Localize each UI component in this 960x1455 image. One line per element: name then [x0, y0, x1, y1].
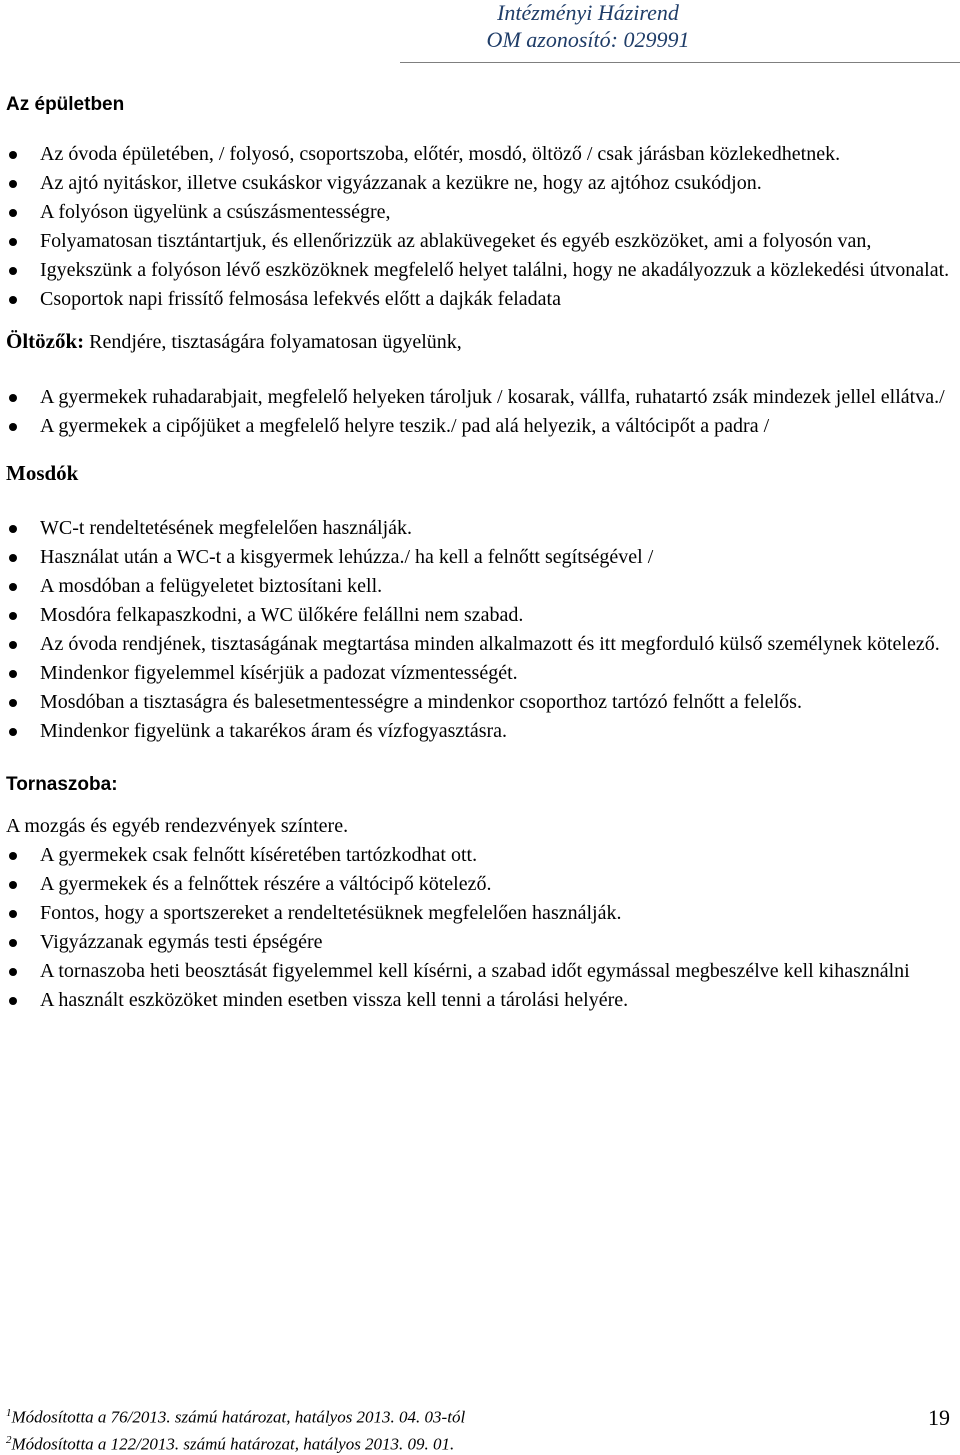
- building-rules-list: [6, 140, 950, 314]
- list-item: A használt eszközöket minden esetben vissza kell tenni a tárolási helyére.: [6, 986, 950, 1015]
- list-item: Csoportok napi frissítő felmosása lefekvés előtt a dajkák feladata: [6, 285, 950, 314]
- list-item: A mosdóban a felügyeletet biztosítani kell.: [6, 572, 950, 601]
- page-header: [400, 0, 960, 60]
- gym-intro: A mozgás és egyéb rendezvények színtere.: [6, 815, 349, 837]
- gym-rules-list: [6, 841, 950, 1015]
- cloakroom-rules-list: [6, 383, 950, 441]
- list-item: Vigyázzanak egymás testi épségére: [6, 928, 950, 957]
- header-divider: [400, 62, 960, 63]
- header-om-id: OM azonosító: 029991: [486, 27, 690, 52]
- list-item: A tornaszoba heti beosztását figyelemmel kell kísérni, a szabad időt egymással megbeszélve kell kihasználni: [6, 957, 950, 986]
- footnote-2-text: Módosította a 122/2013. számú határozat, hatályos 2013. 09. 01.: [11, 1434, 455, 1454]
- document-body: [6, 92, 950, 1015]
- washroom-rules-list: [6, 514, 950, 746]
- list-item: Mindenkor figyelünk a takarékos áram és vízfogyasztásra.: [6, 717, 950, 746]
- list-item: A gyermekek és a felnőttek részére a váltócipő kötelező.: [6, 870, 950, 899]
- section-title-building: Az épületben: [6, 94, 125, 115]
- section-title-gym: Tornaszoba:: [6, 774, 118, 795]
- footnotes: [6, 1402, 950, 1455]
- page-number: 19: [928, 1405, 950, 1430]
- list-item: Használat után a WC-t a kisgyermek lehúzza./ ha kell a felnőtt segítségével /: [6, 543, 950, 572]
- list-item: Az óvoda épületében, / folyosó, csoportszoba, előtér, mosdó, öltöző / csak járásban közlekedhetnek.: [6, 140, 950, 169]
- cloakroom-intro: Rendjére, tisztaságára folyamatosan ügyelünk,: [84, 331, 462, 353]
- header-title: Intézményi Házirend: [497, 0, 679, 25]
- footnote-1-mark: 1: [6, 1407, 12, 1419]
- list-item: Fontos, hogy a sportszereket a rendeltetésüknek megfelelően használják.: [6, 899, 950, 928]
- list-item: Mosdóban a tisztaságra és balesetmentességre a mindenkor csoporthoz tartózó felnőtt a felelős.: [6, 688, 950, 717]
- list-item: Az ajtó nyitáskor, illetve csukáskor vigyázzanak a kezükre ne, hogy az ajtóhoz csukódjon.: [6, 169, 950, 198]
- footnote-2: [6, 1429, 950, 1455]
- list-item: WC-t rendeltetésének megfelelően használják.: [6, 514, 950, 543]
- list-item: Az óvoda rendjének, tisztaságának megtartása minden alkalmazott és itt megforduló külső személynek kötelező.: [6, 630, 950, 659]
- section-title-cloakroom: Öltözők:: [6, 329, 85, 353]
- list-item: A gyermekek a cipőjüket a megfelelő helyre teszik./ pad alá helyezik, a váltócipőt a padra /: [6, 412, 950, 441]
- list-item: Folyamatosan tisztántartjuk, és ellenőrizzük az ablaküvegeket és egyéb eszközöket, ami a folyosón van,: [6, 227, 950, 256]
- section-cloakroom: [6, 328, 950, 357]
- footnote-2-mark: 2: [6, 1433, 12, 1446]
- list-item: Igyekszünk a folyóson lévő eszközöknek megfelelő helyet találni, hogy ne akadályozzuk a közlekedési útvonalat.: [6, 256, 950, 285]
- list-item: A gyermekek csak felnőtt kíséretében tartózkodhat ott.: [6, 841, 950, 870]
- list-item: Mosdóra felkapaszkodni, a WC ülőkére felállni nem szabad.: [6, 601, 950, 630]
- list-item: A folyóson ügyelünk a csúszásmentességre,: [6, 198, 950, 227]
- footnote-1: [6, 1402, 950, 1429]
- list-item: A gyermekek ruhadarabjait, megfelelő helyeken tároljuk / kosarak, vállfa, ruhatartó zsák mindezek jellel ellátva./: [6, 383, 950, 412]
- list-item: Mindenkor figyelemmel kísérjük a padozat vízmentességét.: [6, 659, 950, 688]
- section-title-washrooms: Mosdók: [6, 461, 79, 485]
- footnote-1-text: Módosította a 76/2013. számú határozat, hatályos 2013. 04. 03-tól: [11, 1407, 466, 1427]
